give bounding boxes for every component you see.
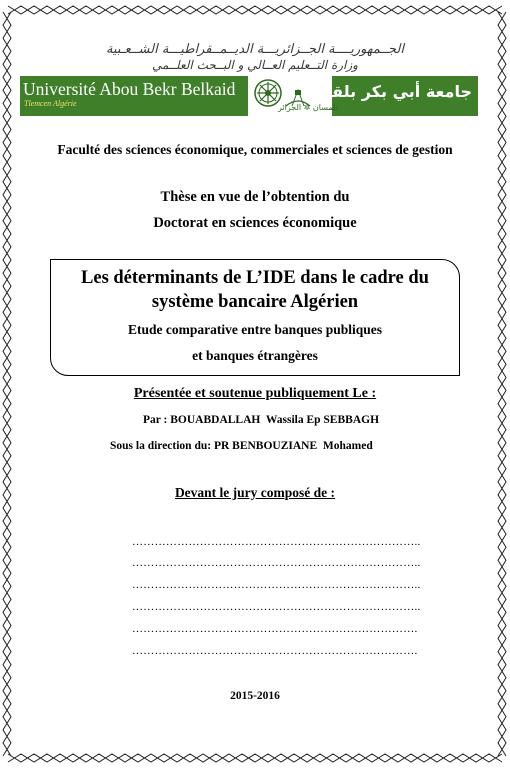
arabic-republic-line: الجــمهوريــــة الجــزائريـــة الديــمــقراطيـــة الشــعـبية bbox=[106, 42, 404, 57]
thesis-line-1: Thèse en vue de l’obtention du bbox=[160, 189, 350, 205]
faculty-name: Faculté des sciences économique, commerciales et sciences de gestion bbox=[57, 142, 453, 157]
jury-line-2: ………………………………………………………………….. bbox=[132, 557, 421, 569]
academic-year: 2015-2016 bbox=[230, 690, 280, 702]
presentation-heading: Présentée et soutenue publiquement Le : bbox=[133, 386, 377, 401]
jury-line-5: …………………………………………………………………. bbox=[132, 623, 418, 635]
thesis-title-line-2: système bancaire Algérien bbox=[151, 292, 359, 312]
university-name-ar: جامعة أبي بكر بلقايد bbox=[310, 82, 472, 101]
thesis-line-2: Doctorat en sciences économique bbox=[153, 215, 357, 231]
author-line: Par : BOUABDALLAH Wassila Ep SEBBAGH bbox=[143, 414, 380, 426]
university-name-fr: Université Abou Bekr Belkaid bbox=[23, 79, 236, 99]
thesis-subtitle-line-1: Etude comparative entre banques publiques bbox=[127, 322, 383, 337]
jury-heading: Devant le jury composé de : bbox=[174, 485, 336, 500]
arabic-ministry-line: وزارة التــعليم العــالي و البــحث العلــمي bbox=[152, 58, 358, 72]
thesis-title-line-1: Les déterminants de L’IDE dans le cadre du bbox=[81, 268, 429, 288]
jury-line-3: ………………………………………………………………….. bbox=[132, 579, 421, 591]
university-location-fr: Tlemcen Algérie bbox=[24, 99, 77, 108]
supervisor-line: Sous la direction du: PR BENBOUZIANE Mohamed bbox=[110, 440, 373, 452]
jury-line-4: ………………………………………………………………….. bbox=[132, 601, 421, 613]
logo-caption-ar: تلمسان ✲ الجزائر bbox=[278, 103, 338, 112]
jury-line-6: …………………………………………………………………. bbox=[132, 645, 418, 657]
university-banner bbox=[20, 76, 478, 116]
thesis-subtitle-line-2: et banques étrangères bbox=[192, 348, 318, 363]
jury-line-1: ………………………………………………………………….. bbox=[132, 536, 421, 548]
